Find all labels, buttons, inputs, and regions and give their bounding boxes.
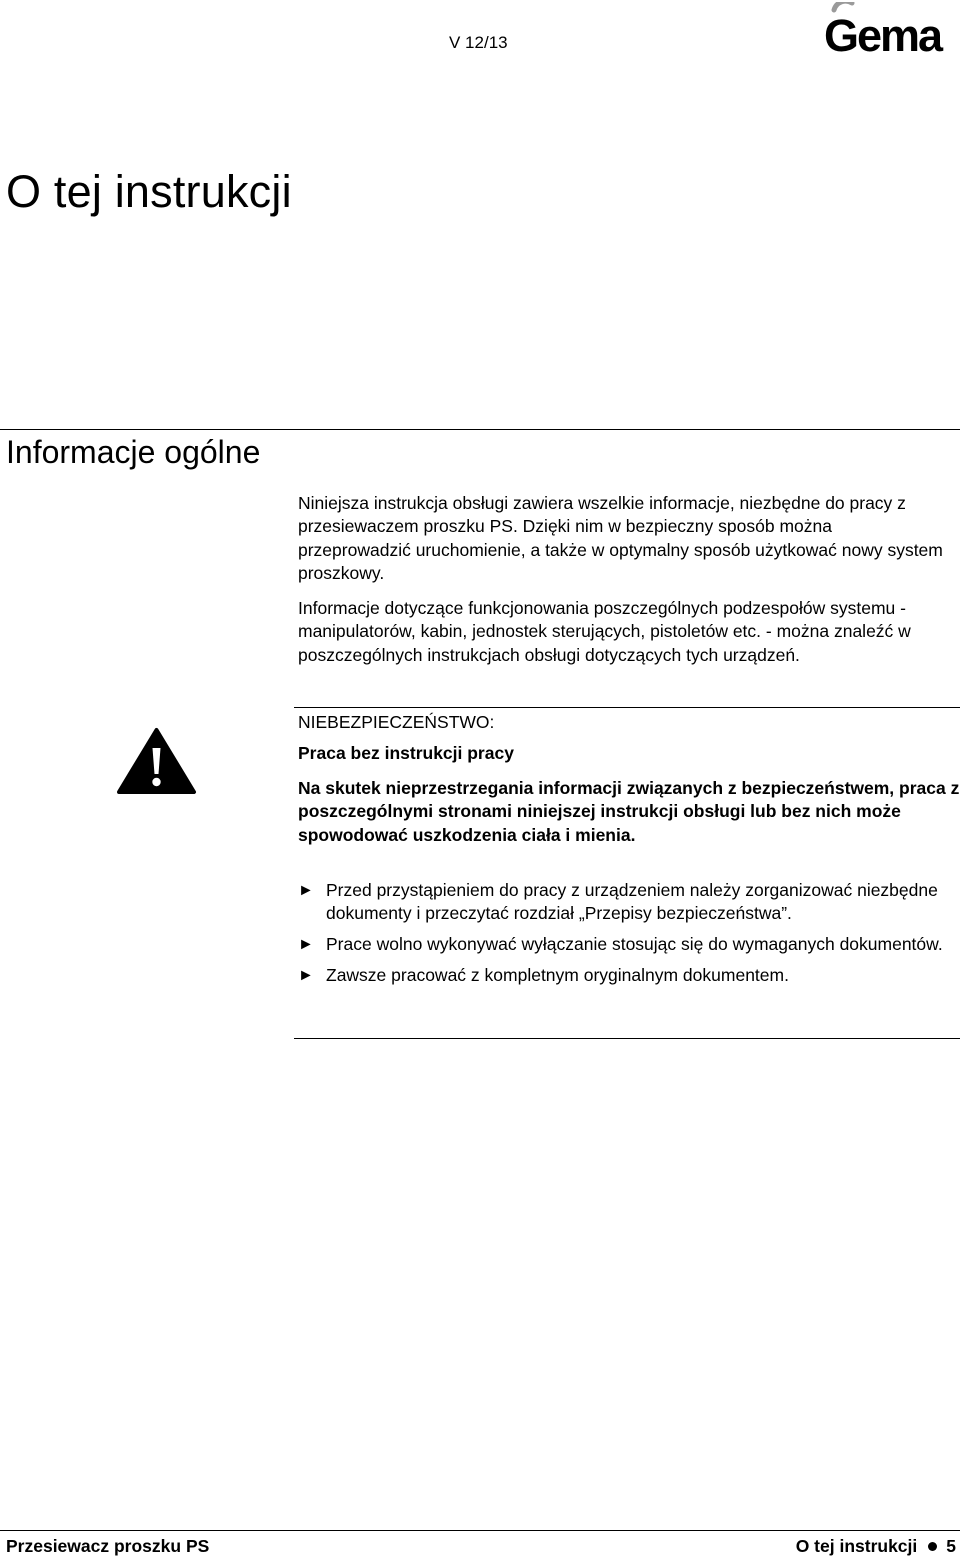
section-divider: [0, 429, 960, 430]
warning-subheading: Praca bez instrukcji pracy: [298, 743, 514, 763]
bullet-dot-icon: [928, 1542, 937, 1551]
list-item: [298, 879, 960, 926]
version-label: V 12/13: [449, 33, 508, 52]
footer-document-title: Przesiewacz proszku PS: [6, 1536, 210, 1556]
bullet-arrow-icon: ►: [298, 882, 314, 899]
warning-heading: NIEBEZPIECZEŃSTWO:: [298, 712, 495, 732]
warning-instructions: [298, 879, 960, 995]
warning-body: Na skutek nieprzestrzegania informacji związanych z bezpieczeństwem, praca z poszczególnymi stronami niniejszej instrukcji obsługi lub bez nich może spowodować uszkodzenia ciała i mienia.: [298, 778, 960, 845]
list-item-text: Zawsze pracować z kompletnym oryginalnym dokumentem.: [326, 964, 789, 985]
footer-chapter: O tej instrukcji: [795, 1536, 918, 1556]
bullet-arrow-icon: ►: [298, 936, 314, 954]
bullet-arrow-icon: ►: [298, 966, 314, 984]
warning-triangle-icon: [116, 727, 197, 795]
info-paragraph: Informacje dotyczące funkcjonowania poszczególnych podzespołów systemu - manipulatorów, kabin, jednostek sterujących, pistoletów etc. - można znaleźć w poszczególnych instrukcjach obsługi dotyczących tych urządzeń.: [298, 598, 911, 665]
gema-logo: [818, 2, 960, 56]
footer-page-info: [796, 1536, 956, 1557]
page-title: O tej instrukcji: [6, 166, 292, 217]
warning-top-rule: [294, 707, 960, 708]
warning-bottom-rule: [294, 1038, 960, 1039]
list-item: [298, 964, 960, 987]
intro-paragraph: Niniejsza instrukcja obsługi zawiera wszelkie informacje, niezbędne do pracy z przesiewaczem proszku PS. Dzięki nim w bezpieczny sposób można przeprowadzić uruchomienie, a także w optymalny sposób użytkować nowy system proszkowy.: [298, 493, 943, 583]
section-title: Informacje ogólne: [6, 434, 261, 470]
logo-text: Gema: [824, 10, 942, 56]
list-item-text: Przed przystąpieniem do pracy z urządzeniem należy zorganizować niezbędne dokumenty i przeczytać rozdział „Przepisy bezpieczeństwa”.: [326, 880, 938, 924]
page-number: 5: [946, 1536, 956, 1556]
list-item: [298, 933, 960, 956]
footer-divider: [0, 1530, 960, 1531]
list-item-text: Prace wolno wykonywać wyłączanie stosując się do wymaganych dokumentów.: [326, 934, 943, 955]
